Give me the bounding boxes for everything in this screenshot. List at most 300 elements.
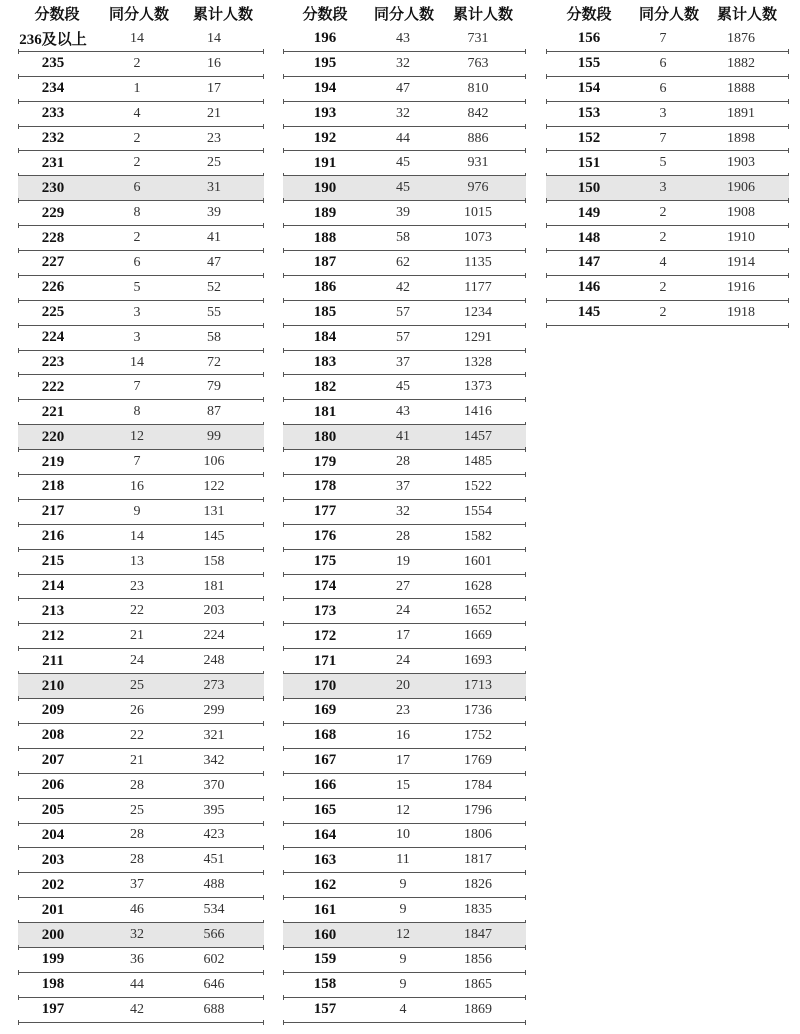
cumulative-count-cell: 87 bbox=[207, 404, 221, 420]
table-row bbox=[18, 52, 264, 77]
score-cell: 149 bbox=[577, 204, 601, 221]
table-row bbox=[18, 450, 264, 475]
table-row bbox=[283, 973, 526, 998]
score-cell: 153 bbox=[577, 105, 601, 122]
table-row bbox=[283, 550, 526, 575]
table-row bbox=[18, 201, 264, 226]
cumulative-count-cell: 16 bbox=[207, 55, 221, 71]
score-cell: 201 bbox=[41, 901, 65, 918]
score-cell: 205 bbox=[41, 802, 65, 819]
same-count-cell: 28 bbox=[396, 454, 410, 470]
cumulative-count-cell: 931 bbox=[467, 155, 489, 171]
table-row bbox=[283, 948, 526, 973]
same-count-cell: 7 bbox=[133, 379, 141, 395]
cumulative-count-cell: 1752 bbox=[464, 727, 492, 743]
same-count-cell: 22 bbox=[130, 603, 144, 619]
score-cell: 163 bbox=[313, 851, 337, 868]
same-count-cell: 9 bbox=[399, 951, 407, 967]
cumulative-count-cell: 1416 bbox=[464, 404, 492, 420]
table-row bbox=[283, 425, 526, 450]
table-row bbox=[18, 824, 264, 849]
same-count-cell: 2 bbox=[133, 230, 141, 246]
cumulative-count-cell: 1898 bbox=[727, 130, 755, 146]
table-row bbox=[283, 251, 526, 276]
cumulative-count-cell: 23 bbox=[207, 130, 221, 146]
table-row bbox=[546, 151, 789, 176]
score-cell: 200 bbox=[41, 926, 65, 943]
same-count-cell: 39 bbox=[396, 205, 410, 221]
cumulative-count-cell: 842 bbox=[467, 105, 489, 121]
table-row bbox=[283, 176, 526, 201]
table-row bbox=[283, 52, 526, 77]
same-count-cell: 6 bbox=[659, 55, 667, 71]
table-row bbox=[283, 326, 526, 351]
table-row bbox=[546, 27, 789, 52]
same-count-cell: 22 bbox=[130, 727, 144, 743]
table-body bbox=[546, 27, 789, 326]
cumulative-count-cell: 976 bbox=[467, 180, 489, 196]
same-count-cell: 9 bbox=[133, 503, 141, 519]
same-count-cell: 32 bbox=[396, 55, 410, 71]
same-count-cell: 45 bbox=[396, 379, 410, 395]
score-cell: 152 bbox=[577, 130, 601, 146]
same-count-cell: 2 bbox=[659, 304, 667, 320]
score-cell: 202 bbox=[41, 876, 65, 893]
score-cell: 216 bbox=[41, 528, 65, 545]
table-row bbox=[18, 599, 264, 624]
cumulative-count-cell: 1135 bbox=[464, 254, 492, 270]
same-count-cell: 14 bbox=[130, 354, 144, 370]
table-row bbox=[18, 575, 264, 600]
table-header bbox=[283, 0, 526, 27]
score-table-column-1 bbox=[18, 0, 264, 1023]
cumulative-count-cell: 1373 bbox=[464, 379, 492, 395]
cumulative-count-cell: 181 bbox=[203, 578, 225, 594]
score-cell: 166 bbox=[313, 777, 337, 794]
cumulative-count-cell: 763 bbox=[467, 55, 489, 71]
cumulative-count-cell: 47 bbox=[207, 254, 221, 270]
score-cell: 233 bbox=[41, 105, 65, 122]
table-row bbox=[283, 525, 526, 550]
same-count-cell: 32 bbox=[396, 105, 410, 121]
table-row bbox=[18, 998, 264, 1023]
same-count-cell: 7 bbox=[659, 130, 667, 146]
table-row bbox=[18, 326, 264, 351]
same-count-cell: 17 bbox=[396, 628, 410, 644]
same-count-cell: 9 bbox=[399, 877, 407, 893]
cumulative-count-cell: 1485 bbox=[464, 454, 492, 470]
same-count-cell: 9 bbox=[399, 976, 407, 992]
same-count-cell: 2 bbox=[133, 55, 141, 71]
score-cell: 160 bbox=[313, 926, 337, 943]
same-count-cell: 28 bbox=[396, 528, 410, 544]
table-row bbox=[283, 724, 526, 749]
table-row bbox=[283, 400, 526, 425]
score-table-column-2 bbox=[283, 0, 526, 1023]
score-cell: 191 bbox=[313, 154, 337, 171]
same-count-cell: 42 bbox=[130, 1001, 144, 1017]
table-row bbox=[283, 450, 526, 475]
score-cell: 212 bbox=[41, 627, 65, 644]
same-count-cell: 45 bbox=[396, 155, 410, 171]
score-cell: 156 bbox=[577, 30, 601, 47]
table-row bbox=[18, 973, 264, 998]
table-row bbox=[18, 699, 264, 724]
cumulative-count-cell: 1910 bbox=[727, 230, 755, 246]
cumulative-count-cell: 79 bbox=[207, 379, 221, 395]
score-cell: 165 bbox=[313, 802, 337, 819]
table-row bbox=[18, 774, 264, 799]
cumulative-count-cell: 395 bbox=[203, 802, 225, 818]
score-cell: 234 bbox=[41, 80, 65, 97]
score-cell: 173 bbox=[313, 602, 337, 619]
table-header bbox=[18, 0, 264, 27]
same-count-cell: 28 bbox=[130, 827, 144, 843]
score-cell: 158 bbox=[313, 976, 337, 993]
header-same-count: 同分人数 bbox=[638, 5, 699, 23]
same-count-cell: 9 bbox=[399, 902, 407, 918]
cumulative-count-cell: 810 bbox=[467, 80, 489, 96]
cumulative-count-cell: 602 bbox=[203, 951, 225, 967]
header-cumulative-count: 累计人数 bbox=[716, 5, 777, 23]
score-cell: 169 bbox=[313, 702, 337, 719]
same-count-cell: 46 bbox=[130, 902, 144, 918]
cumulative-count-cell: 1856 bbox=[464, 951, 492, 967]
table-row bbox=[283, 201, 526, 226]
score-cell: 213 bbox=[41, 602, 65, 619]
cumulative-count-cell: 21 bbox=[207, 105, 221, 121]
score-cell: 223 bbox=[41, 354, 65, 371]
table-row bbox=[283, 774, 526, 799]
score-cell: 231 bbox=[41, 154, 65, 171]
cumulative-count-cell: 1736 bbox=[464, 702, 492, 718]
same-count-cell: 3 bbox=[659, 180, 667, 196]
score-cell: 145 bbox=[577, 304, 601, 321]
same-count-cell: 28 bbox=[130, 852, 144, 868]
same-count-cell: 37 bbox=[396, 354, 410, 370]
table-row bbox=[546, 226, 789, 251]
header-score: 分数段 bbox=[34, 5, 80, 23]
table-row bbox=[283, 998, 526, 1023]
table-row bbox=[18, 400, 264, 425]
table-row bbox=[18, 624, 264, 649]
table-row bbox=[283, 923, 526, 948]
cumulative-count-cell: 224 bbox=[203, 628, 225, 644]
same-count-cell: 4 bbox=[399, 1001, 407, 1017]
same-count-cell: 24 bbox=[396, 603, 410, 619]
table-row bbox=[546, 102, 789, 127]
same-count-cell: 16 bbox=[396, 727, 410, 743]
score-cell: 227 bbox=[41, 254, 65, 271]
same-count-cell: 16 bbox=[130, 478, 144, 494]
same-count-cell: 3 bbox=[133, 329, 141, 345]
score-cell: 211 bbox=[42, 652, 64, 669]
cumulative-count-cell: 1806 bbox=[464, 827, 492, 843]
cumulative-count-cell: 1713 bbox=[464, 678, 492, 694]
cumulative-count-cell: 1888 bbox=[727, 80, 755, 96]
table-row bbox=[18, 948, 264, 973]
score-cell: 225 bbox=[41, 304, 65, 321]
table-row bbox=[18, 500, 264, 525]
score-cell: 184 bbox=[313, 329, 337, 346]
same-count-cell: 58 bbox=[396, 230, 410, 246]
table-row bbox=[283, 301, 526, 326]
score-cell: 190 bbox=[313, 179, 337, 196]
same-count-cell: 37 bbox=[130, 877, 144, 893]
table-row bbox=[283, 848, 526, 873]
same-count-cell: 25 bbox=[130, 802, 144, 818]
cumulative-count-cell: 1582 bbox=[464, 528, 492, 544]
same-count-cell: 45 bbox=[396, 180, 410, 196]
same-count-cell: 44 bbox=[396, 130, 410, 146]
table-row bbox=[18, 475, 264, 500]
cumulative-count-cell: 1882 bbox=[727, 55, 755, 71]
same-count-cell: 7 bbox=[133, 454, 141, 470]
score-cell: 195 bbox=[313, 55, 337, 72]
cumulative-count-cell: 25 bbox=[207, 155, 221, 171]
cumulative-count-cell: 1891 bbox=[727, 105, 755, 121]
cumulative-count-cell: 1177 bbox=[464, 279, 492, 295]
score-cell: 226 bbox=[41, 279, 65, 296]
score-cell: 177 bbox=[313, 503, 337, 520]
same-count-cell: 21 bbox=[130, 628, 144, 644]
table-row bbox=[283, 27, 526, 52]
score-cell: 171 bbox=[313, 652, 337, 669]
same-count-cell: 25 bbox=[130, 678, 144, 694]
cumulative-count-cell: 731 bbox=[467, 30, 489, 46]
table-row bbox=[18, 649, 264, 674]
table-row bbox=[18, 102, 264, 127]
cumulative-count-cell: 566 bbox=[203, 927, 225, 942]
table-row bbox=[546, 127, 789, 152]
table-header bbox=[546, 0, 789, 27]
table-row bbox=[546, 301, 789, 326]
score-cell: 194 bbox=[313, 80, 337, 97]
same-count-cell: 5 bbox=[133, 279, 141, 295]
score-cell: 206 bbox=[41, 777, 65, 794]
table-row bbox=[283, 351, 526, 376]
table-row bbox=[18, 226, 264, 251]
same-count-cell: 57 bbox=[396, 329, 410, 345]
score-cell: 150 bbox=[577, 179, 601, 196]
table-row bbox=[283, 276, 526, 301]
table-row bbox=[283, 624, 526, 649]
cumulative-count-cell: 342 bbox=[203, 752, 225, 768]
header-cumulative-count: 累计人数 bbox=[192, 5, 253, 23]
cumulative-count-cell: 1918 bbox=[727, 304, 755, 320]
score-cell: 170 bbox=[313, 677, 337, 694]
score-cell: 147 bbox=[577, 254, 601, 271]
same-count-cell: 42 bbox=[396, 279, 410, 295]
cumulative-count-cell: 1328 bbox=[464, 354, 492, 370]
score-cell: 208 bbox=[41, 727, 65, 744]
cumulative-count-cell: 423 bbox=[203, 827, 225, 843]
cumulative-count-cell: 72 bbox=[207, 354, 221, 370]
table-row bbox=[18, 923, 264, 948]
same-count-cell: 2 bbox=[133, 130, 141, 146]
table-row bbox=[546, 201, 789, 226]
cumulative-count-cell: 1869 bbox=[464, 1001, 492, 1017]
same-count-cell: 41 bbox=[396, 429, 410, 445]
same-count-cell: 3 bbox=[133, 304, 141, 320]
same-count-cell: 47 bbox=[396, 80, 410, 96]
same-count-cell: 2 bbox=[659, 279, 667, 295]
same-count-cell: 26 bbox=[130, 702, 144, 718]
score-cell: 161 bbox=[313, 901, 337, 918]
cumulative-count-cell: 1847 bbox=[464, 927, 492, 942]
cumulative-count-cell: 131 bbox=[203, 503, 225, 519]
table-row bbox=[18, 251, 264, 276]
same-count-cell: 1 bbox=[133, 80, 141, 96]
table-row bbox=[18, 898, 264, 923]
same-count-cell: 20 bbox=[396, 678, 410, 694]
table-row bbox=[18, 276, 264, 301]
table-row bbox=[283, 898, 526, 923]
cumulative-count-cell: 534 bbox=[203, 902, 225, 918]
table-row bbox=[18, 674, 264, 699]
header-same-count: 同分人数 bbox=[108, 5, 169, 23]
same-count-cell: 23 bbox=[130, 578, 144, 594]
table-row bbox=[18, 425, 264, 450]
cumulative-count-cell: 39 bbox=[207, 205, 221, 221]
same-count-cell: 5 bbox=[659, 155, 667, 171]
cumulative-count-cell: 106 bbox=[203, 454, 225, 470]
same-count-cell: 4 bbox=[133, 105, 141, 121]
table-row bbox=[283, 226, 526, 251]
same-count-cell: 8 bbox=[133, 205, 141, 221]
table-row bbox=[283, 699, 526, 724]
score-cell: 159 bbox=[313, 951, 337, 968]
cumulative-count-cell: 1835 bbox=[464, 902, 492, 918]
cumulative-count-cell: 58 bbox=[207, 329, 221, 345]
score-cell: 215 bbox=[41, 553, 65, 570]
score-cell: 235 bbox=[41, 55, 65, 72]
same-count-cell: 12 bbox=[396, 927, 410, 942]
header-score: 分数段 bbox=[302, 5, 348, 23]
table-row bbox=[283, 500, 526, 525]
cumulative-count-cell: 1693 bbox=[464, 653, 492, 669]
score-cell: 151 bbox=[577, 154, 601, 171]
cumulative-count-cell: 1522 bbox=[464, 478, 492, 494]
cumulative-count-cell: 1914 bbox=[727, 254, 755, 270]
cumulative-count-cell: 122 bbox=[203, 478, 225, 494]
score-cell: 222 bbox=[41, 378, 65, 395]
cumulative-count-cell: 1601 bbox=[464, 553, 492, 569]
cumulative-count-cell: 1908 bbox=[727, 205, 755, 221]
score-cell: 154 bbox=[577, 80, 601, 97]
score-cell: 220 bbox=[41, 428, 65, 445]
cumulative-count-cell: 1865 bbox=[464, 976, 492, 992]
same-count-cell: 23 bbox=[396, 702, 410, 718]
score-cell: 178 bbox=[313, 478, 337, 495]
same-count-cell: 6 bbox=[133, 180, 141, 196]
score-cell: 155 bbox=[577, 55, 601, 72]
same-count-cell: 57 bbox=[396, 304, 410, 320]
score-cell: 187 bbox=[313, 254, 337, 271]
score-cell: 197 bbox=[41, 1001, 65, 1018]
cumulative-count-cell: 1916 bbox=[727, 279, 755, 295]
cumulative-count-cell: 31 bbox=[207, 180, 221, 196]
same-count-cell: 24 bbox=[130, 653, 144, 669]
table-row bbox=[18, 151, 264, 176]
table-body bbox=[18, 27, 264, 1023]
table-row bbox=[18, 525, 264, 550]
score-cell: 181 bbox=[313, 403, 337, 420]
cumulative-count-cell: 1669 bbox=[464, 628, 492, 644]
same-count-cell: 3 bbox=[659, 105, 667, 121]
cumulative-count-cell: 1817 bbox=[464, 852, 492, 868]
same-count-cell: 12 bbox=[396, 802, 410, 818]
score-cell: 180 bbox=[313, 428, 337, 445]
table-row bbox=[283, 375, 526, 400]
cumulative-count-cell: 99 bbox=[207, 429, 221, 445]
cumulative-count-cell: 451 bbox=[203, 852, 225, 868]
table-row bbox=[283, 575, 526, 600]
table-row bbox=[18, 799, 264, 824]
table-row bbox=[18, 301, 264, 326]
same-count-cell: 28 bbox=[130, 777, 144, 793]
cumulative-count-cell: 1234 bbox=[464, 304, 492, 320]
table-row bbox=[546, 251, 789, 276]
same-count-cell: 32 bbox=[396, 503, 410, 519]
cumulative-count-cell: 488 bbox=[203, 877, 225, 893]
same-count-cell: 44 bbox=[130, 976, 144, 992]
table-row bbox=[546, 52, 789, 77]
score-cell: 221 bbox=[41, 403, 65, 420]
score-cell: 172 bbox=[313, 627, 337, 644]
table-row bbox=[283, 674, 526, 699]
same-count-cell: 2 bbox=[133, 155, 141, 171]
table-row bbox=[283, 127, 526, 152]
table-row bbox=[18, 77, 264, 102]
score-cell: 174 bbox=[313, 578, 337, 595]
table-row bbox=[18, 749, 264, 774]
score-cell: 219 bbox=[41, 453, 65, 470]
cumulative-count-cell: 1457 bbox=[464, 429, 492, 445]
header-same-count: 同分人数 bbox=[373, 5, 434, 23]
score-cell: 193 bbox=[313, 105, 337, 122]
cumulative-count-cell: 1784 bbox=[464, 777, 492, 793]
header-cumulative-count: 累计人数 bbox=[452, 5, 513, 23]
table-row bbox=[283, 102, 526, 127]
same-count-cell: 4 bbox=[659, 254, 667, 270]
score-cell: 175 bbox=[313, 553, 337, 570]
cumulative-count-cell: 248 bbox=[203, 653, 225, 669]
table-row bbox=[18, 27, 264, 52]
cumulative-count-cell: 41 bbox=[207, 230, 221, 246]
cumulative-count-cell: 1628 bbox=[464, 578, 492, 594]
score-cell: 188 bbox=[313, 229, 337, 246]
table-row bbox=[18, 176, 264, 201]
score-cell: 203 bbox=[41, 851, 65, 868]
table-row bbox=[546, 276, 789, 301]
cumulative-count-cell: 52 bbox=[207, 279, 221, 295]
score-cell: 218 bbox=[41, 478, 65, 495]
score-cell: 157 bbox=[313, 1001, 337, 1018]
score-cell: 192 bbox=[313, 130, 337, 146]
cumulative-count-cell: 321 bbox=[203, 727, 225, 743]
table-row bbox=[283, 824, 526, 849]
score-cell: 228 bbox=[41, 229, 65, 246]
table-row bbox=[283, 799, 526, 824]
cumulative-count-cell: 886 bbox=[467, 130, 489, 146]
same-count-cell: 6 bbox=[659, 80, 667, 96]
same-count-cell: 21 bbox=[130, 752, 144, 768]
same-count-cell: 11 bbox=[396, 852, 410, 868]
cumulative-count-cell: 646 bbox=[203, 976, 225, 992]
score-cell: 176 bbox=[313, 528, 337, 545]
score-cell: 148 bbox=[577, 229, 601, 246]
